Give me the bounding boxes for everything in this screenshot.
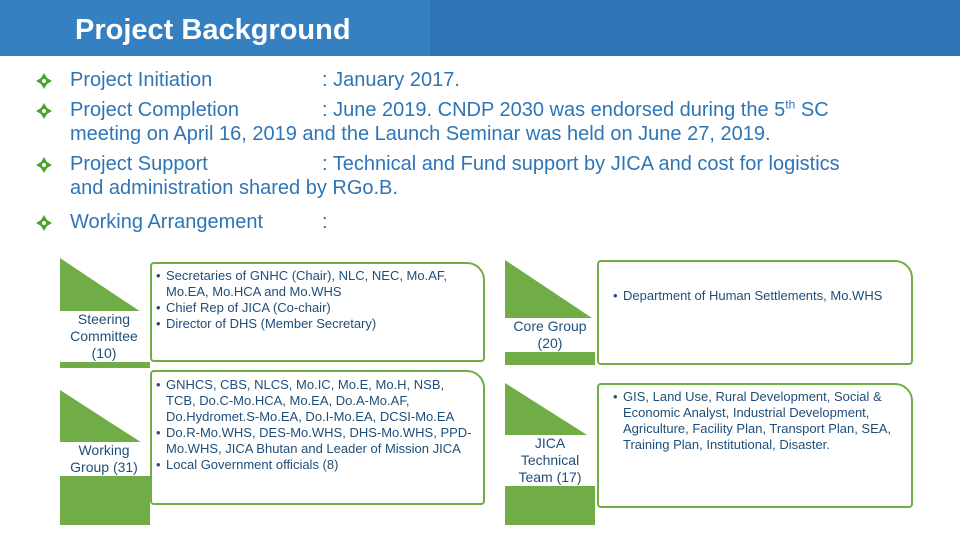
- bullet-value: : June 2019. CNDP 2030 was endorsed during the 5: [322, 99, 786, 121]
- bullet-label: Project Support: [70, 153, 208, 175]
- working-label: [58, 442, 150, 476]
- bullet-continuation: and administration shared by RGo.B.: [70, 177, 398, 199]
- jica-members-box: [597, 383, 913, 508]
- bullet-label: Project Completion: [70, 99, 239, 121]
- group-count: Team (17): [518, 469, 582, 485]
- group-name: Working: [78, 442, 130, 458]
- group-count: (20): [537, 335, 563, 351]
- core-members-box: [597, 260, 913, 365]
- member-item: • Do.R-Mo.WHS, DES-Mo.WHS, DHS-Mo.WHS, PPD-Mo.WHS, JICA Bhutan and Leader of Mission JICA: [156, 425, 477, 457]
- working-members-box: [150, 370, 485, 505]
- bullet-continuation: meeting on April 16, 2019 and the Launch Seminar was held on June 27, 2019.: [70, 123, 771, 145]
- group-name: Core Group: [513, 318, 587, 334]
- bullet-value: :: [322, 211, 328, 233]
- jica-label: [503, 435, 597, 486]
- group-name: Group (31): [70, 459, 138, 475]
- member-item: • Department of Human Settlements, Mo.WHS: [613, 288, 905, 304]
- member-item: • Secretaries of GNHC (Chair), NLC, NEC, Mo.AF, Mo.EA, Mo.HCA and Mo.WHS: [156, 268, 475, 300]
- group-name: Steering: [77, 311, 131, 327]
- steering-members-box: [150, 262, 485, 362]
- member-item: • Director of DHS (Member Secretary): [156, 316, 475, 332]
- bullet-value-end: SC: [795, 99, 829, 121]
- member-item: • GNHCS, CBS, NLCS, Mo.IC, Mo.E, Mo.H, NSB, TCB, Do.C-Mo.HCA, Mo.EA, Do.A-Mo.AF, Do.Hydromet.S-Mo.EA, Do.I-Mo.EA, DCSI-Mo.EA: [156, 377, 477, 425]
- bullet-label: Project Initiation: [70, 69, 213, 91]
- member-item: • Chief Rep of JICA (Co-chair): [156, 300, 475, 316]
- group-name: Technical: [520, 452, 580, 468]
- member-item: • Local Government officials (8): [156, 457, 477, 473]
- page-title: Project Background: [0, 0, 430, 56]
- bullet-value: : Technical and Fund support by JICA and cost for logistics: [322, 153, 840, 175]
- bullet-value: : January 2017.: [322, 69, 460, 91]
- group-count: (10): [91, 345, 117, 361]
- member-item: • GIS, Land Use, Rural Development, Social & Economic Analyst, Industrial Development, Agriculture, Facility Plan, Transport Plan, SEA, Training Plan, Institutional, Disaster.: [613, 389, 905, 453]
- superscript: th: [785, 97, 796, 112]
- bullet-label: Working Arrangement: [70, 211, 264, 233]
- group-name: JICA: [534, 435, 566, 451]
- group-name: Committee: [70, 328, 138, 344]
- core-label: [503, 318, 597, 352]
- steering-label: [58, 311, 150, 362]
